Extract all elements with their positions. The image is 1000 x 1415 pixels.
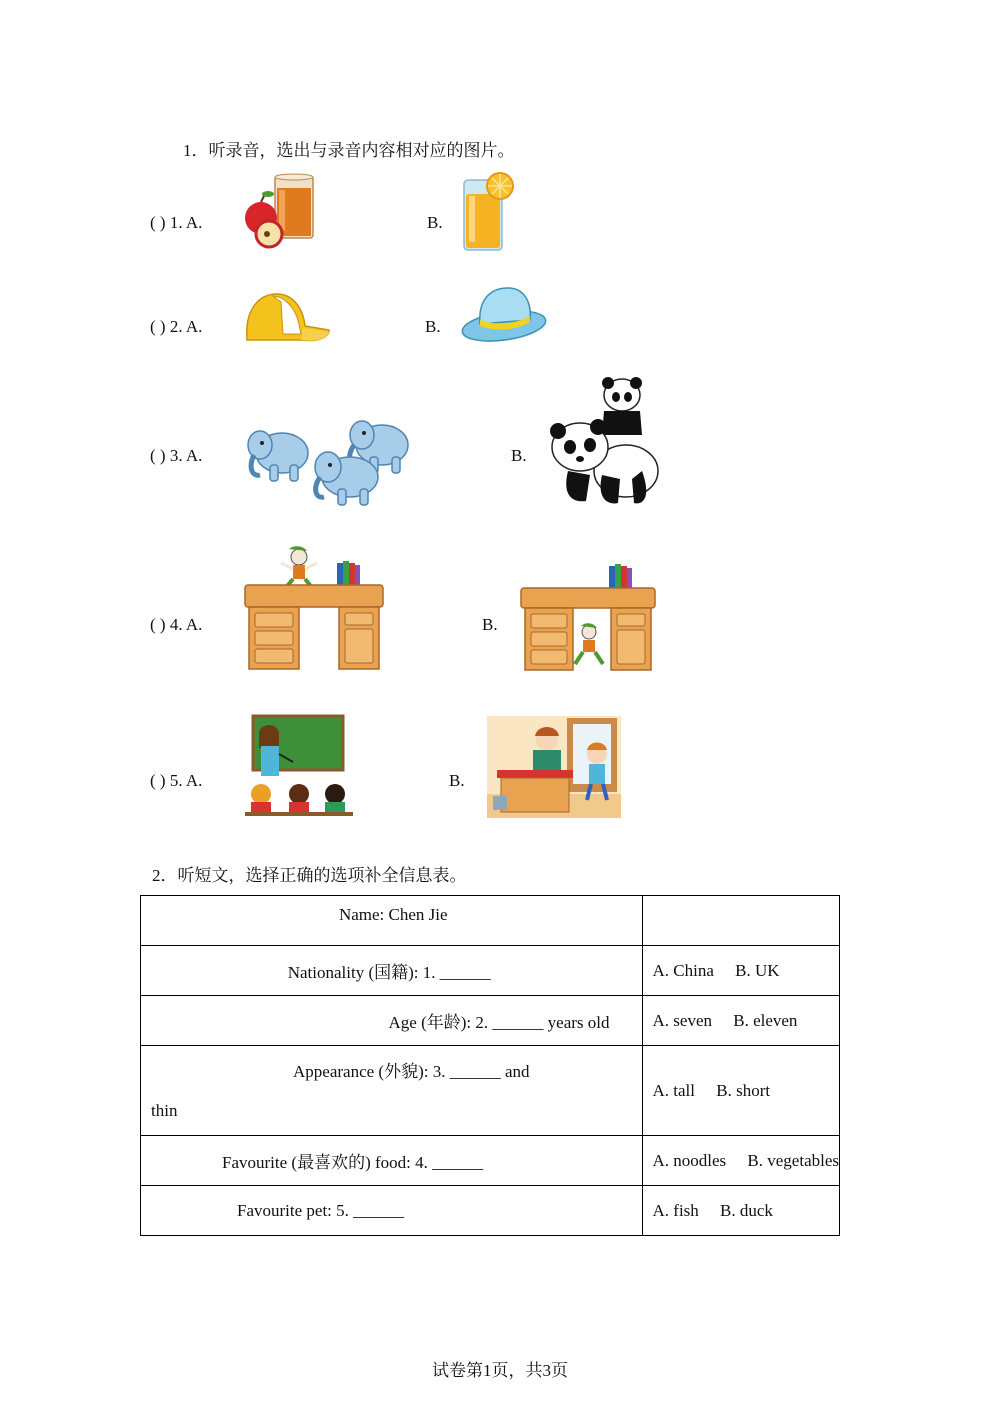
name-options-cell bbox=[642, 896, 840, 946]
appearance-cell: Appearance (外貌): 3. ______ and bbox=[293, 1061, 530, 1081]
name-cell: Name: Chen Jie bbox=[338, 904, 448, 924]
appearance-cell-continued: thin bbox=[151, 1100, 178, 1120]
table-row bbox=[141, 946, 840, 996]
orange-juice-picture bbox=[460, 170, 515, 252]
favourite-food-options-cell: A. noodles B. vegetables bbox=[642, 1136, 840, 1186]
question-3-label: ( ) 3. A. bbox=[150, 446, 203, 465]
pandas-picture bbox=[546, 375, 662, 507]
toy-under-desk-picture bbox=[519, 560, 657, 674]
classroom-teacher-picture bbox=[243, 714, 355, 820]
table-row bbox=[141, 1136, 840, 1186]
toy-on-desk-picture bbox=[243, 545, 385, 673]
question-5-option-b: B. bbox=[449, 771, 465, 790]
question-1-label: ( ) 1. A. bbox=[150, 213, 203, 232]
juice-and-apple-picture bbox=[243, 172, 317, 250]
nationality-options-cell: A. China B. UK bbox=[642, 946, 840, 996]
question-5-label: ( ) 5. A. bbox=[150, 771, 203, 790]
nationality-cell: Nationality (国籍): 1. ______ bbox=[287, 963, 491, 982]
section1-heading: 1．听录音，选出与录音内容相对应的图片。 bbox=[183, 141, 515, 160]
table-row bbox=[141, 1046, 840, 1136]
question-2-option-b: B. bbox=[425, 317, 441, 336]
age-options-cell: A. seven B. eleven bbox=[642, 996, 840, 1046]
table-row bbox=[141, 896, 840, 946]
favourite-food-cell: Favourite (最喜欢的) food: 4. ______ bbox=[222, 1153, 484, 1172]
cap-picture bbox=[243, 290, 331, 345]
elephants-picture bbox=[242, 415, 418, 510]
teacher-and-child-picture bbox=[487, 716, 621, 818]
section2-heading: 2．听短文，选择正确的选项补全信息表。 bbox=[152, 866, 467, 885]
page-footer: 试卷第1页，共3页 bbox=[432, 1361, 568, 1380]
hat-picture bbox=[460, 284, 552, 344]
question-3-option-b: B. bbox=[511, 446, 527, 465]
info-table bbox=[140, 895, 840, 1236]
question-2-label: ( ) 2. A. bbox=[150, 317, 203, 336]
question-4-option-b: B. bbox=[482, 615, 498, 634]
question-4-label: ( ) 4. A. bbox=[150, 615, 203, 634]
age-cell: Age (年龄): 2. ______ years old bbox=[388, 1013, 610, 1032]
appearance-options-cell: A. tall B. short bbox=[642, 1046, 840, 1136]
favourite-pet-cell: Favourite pet: 5. ______ bbox=[237, 1200, 405, 1220]
table-row bbox=[141, 1186, 840, 1236]
table-row bbox=[141, 996, 840, 1046]
question-1-option-b: B. bbox=[427, 213, 443, 232]
favourite-pet-options-cell: A. fish B. duck bbox=[642, 1186, 840, 1236]
